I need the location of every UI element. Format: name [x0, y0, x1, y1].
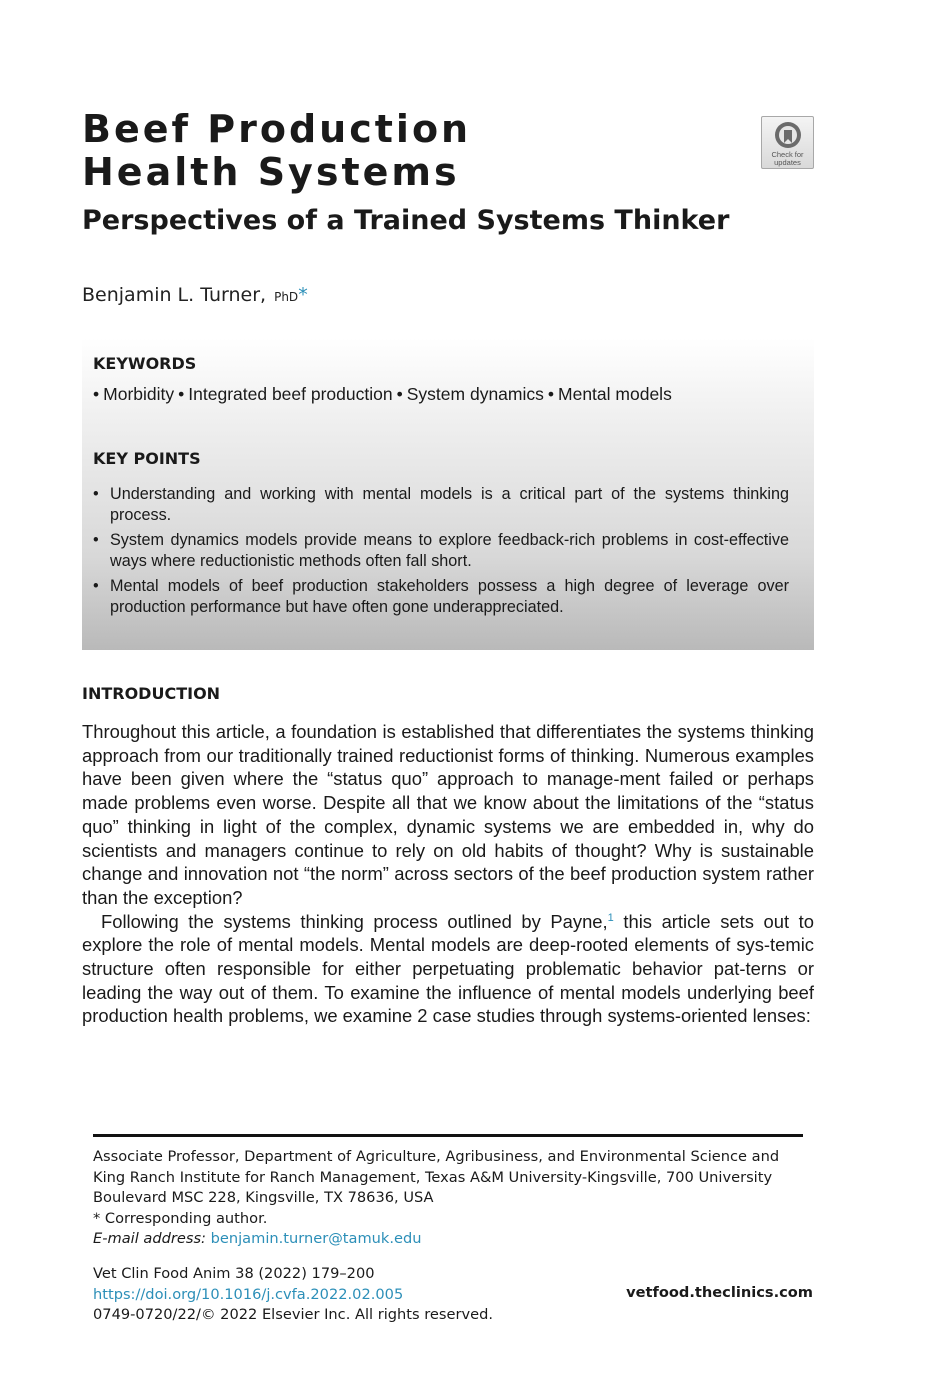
keyword-item: Integrated beef production	[188, 384, 393, 404]
keywords-keypoints-box	[82, 338, 814, 650]
footnote-divider	[93, 1134, 803, 1137]
key-points-list	[93, 484, 789, 622]
author-affiliation-footnote	[93, 1147, 805, 1250]
email-label: E-mail address:	[93, 1230, 206, 1248]
key-point-item: • System dynamics models provide means to explore feedback-rich problems in cost-effective ways where reductionistic methods often fall short.	[93, 531, 789, 570]
author-line	[82, 284, 308, 306]
doi-link[interactable]: https://doi.org/10.1016/j.cvfa.2022.02.005	[93, 1285, 404, 1303]
journal-citation: Vet Clin Food Anim 38 (2022) 179–200	[93, 1265, 375, 1282]
corresponding-author-marker[interactable]: *	[298, 284, 308, 306]
author-degree: PhD	[274, 290, 299, 304]
keyword-item: System dynamics	[406, 384, 544, 404]
key-points-heading: KEY POINTS	[93, 449, 201, 468]
author-name: Benjamin L. Turner,	[82, 284, 267, 306]
reference-link[interactable]: 1	[607, 911, 614, 924]
article-subtitle: Perspectives of a Trained Systems Thinker	[82, 205, 730, 236]
check-for-updates-badge[interactable]	[761, 116, 814, 169]
affiliation-text: Associate Professor, Department of Agriculture, Agribusiness, and Environmental Science and King Ranch Institute for Ranch Management, Texas A&M University-Kingsville, 700 University Boulevard MSC 228, Kingsville, TX 78636, USA	[93, 1148, 780, 1207]
copyright-notice: 0749-0720/22/© 2022 Elsevier Inc. All rights reserved.	[93, 1306, 494, 1324]
check-for-updates-label: Check for updates	[771, 150, 804, 167]
email-link[interactable]: benjamin.turner@tamuk.edu	[210, 1230, 422, 1248]
article-title: Beef Production Health Systems	[82, 107, 472, 194]
key-point-item: • Mental models of beef production stakeholders possess a high degree of leverage over production performance but have often gone underappreciated.	[93, 577, 789, 616]
body-paragraph: Following the systems thinking process outlined by Payne,$^1$ this article sets out to explore the role of mental models. Mental models are deep-rooted elements of sys-temic structure often responsible for either perpetuating problematic behavior pat-terns or leading the way out of them. To examine the influence of mental models underlying beef production health problems, we examine 2 case studies through systems-oriented lenses:	[82, 910, 814, 1027]
body-paragraph: Throughout this article, a foundation is established that differentiates the systems thinking approach from our traditionally trained reductionist forms of thinking. Numerous examples have been given where the “status quo” approach to manage-ment failed or perhaps made problems even worse. Despite all that we know about the limitations of the “status quo” thinking in light of the complex, dynamic systems we are embedded in, why do scientists and managers continue to rely on old habits of thought? Why is sustainable change and innovation not “the norm” across sectors of the beef production system rather than the exception?	[82, 721, 814, 908]
check-for-updates-icon	[773, 120, 803, 150]
keyword-item: Morbidity	[103, 384, 175, 404]
corresponding-author-note: * Corresponding author.	[93, 1209, 268, 1227]
keywords-list: • Morbidity • Integrated beef production • System dynamics • Mental models	[93, 384, 672, 404]
introduction-heading: INTRODUCTION	[82, 684, 221, 703]
key-point-item: • Understanding and working with mental models is a critical part of the systems thinking process.	[93, 485, 789, 524]
introduction-body	[82, 720, 814, 1028]
keyword-item: Mental models	[558, 384, 672, 404]
journal-website[interactable]: vetfood.theclinics.com	[626, 1284, 813, 1301]
email-line	[93, 1229, 805, 1250]
keywords-heading: KEYWORDS	[93, 354, 197, 373]
